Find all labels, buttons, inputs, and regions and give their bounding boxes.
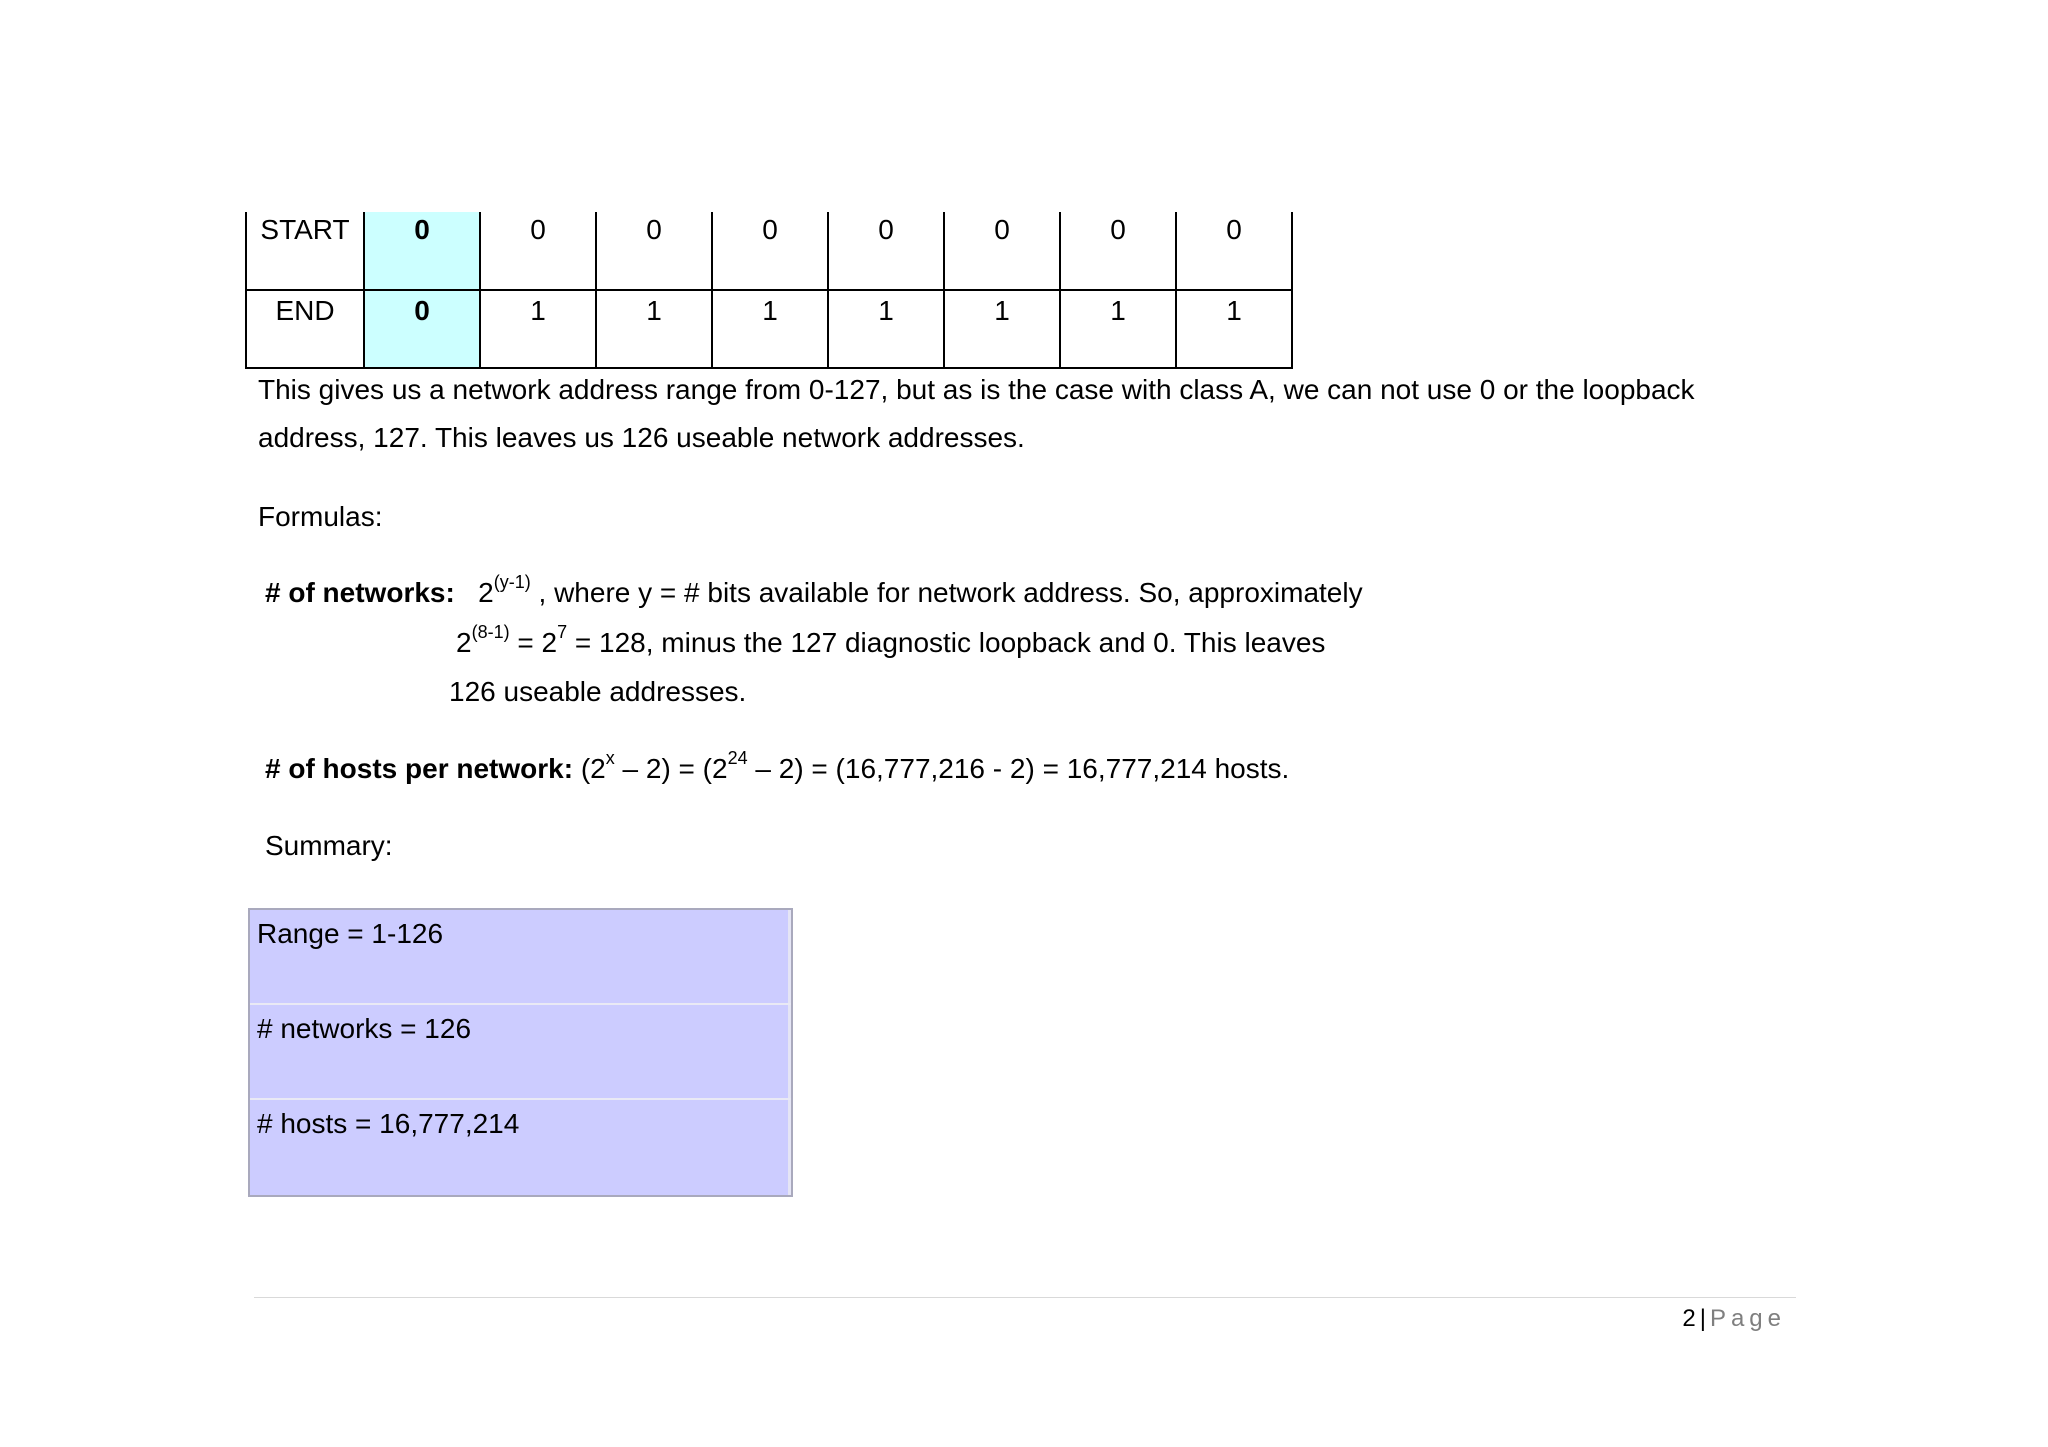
bit-cell: 0 (480, 212, 596, 290)
bit-cell: 1 (596, 290, 712, 368)
table-row-end (246, 290, 1292, 368)
formulas-heading: Formulas: (258, 501, 383, 532)
bit-cell: 0 (944, 212, 1060, 290)
bit-range-table (245, 212, 1293, 369)
paragraph-line-2: address, 127. This leaves us 126 useable network addresses. (258, 422, 1025, 453)
networks-formula-line-3: 126 useable addresses. (449, 676, 747, 707)
row-label: START (246, 212, 364, 290)
formula-text: = 2 (509, 627, 558, 658)
formula-text: = 128, minus the 127 diagnostic loopback and 0. This leaves (567, 627, 1326, 658)
formula-exponent: x (605, 748, 615, 768)
bit-cell: 0 (1060, 212, 1176, 290)
page-footer (1682, 1305, 1786, 1333)
bit-cell: 1 (480, 290, 596, 368)
bit-cell: 1 (712, 290, 828, 368)
bit-cell: 0 (364, 212, 480, 290)
summary-heading: Summary: (265, 830, 393, 861)
formula-text: – 2) = (16,777,216 - 2) = 16,777,214 hosts. (747, 753, 1290, 784)
formula-exponent: (8-1) (471, 622, 510, 642)
formula-exponent: (y-1) (493, 572, 531, 592)
bit-cell: 0 (1176, 212, 1292, 290)
footer-divider (254, 1297, 1796, 1298)
footer-separator: | (1699, 1305, 1706, 1332)
networks-formula-label: # of networks: (265, 577, 455, 608)
hosts-formula (265, 748, 1290, 785)
networks-formula-line-1 (265, 572, 1363, 609)
formula-exponent: 24 (727, 748, 748, 768)
table-row-start (246, 212, 1292, 290)
row-label: END (246, 290, 364, 368)
page-label: Page (1709, 1305, 1786, 1332)
networks-formula-line-2 (456, 622, 1326, 659)
bit-cell: 1 (944, 290, 1060, 368)
bit-cell: 1 (1060, 290, 1176, 368)
formula-base: 2 (456, 627, 472, 658)
formula-exponent: 7 (557, 622, 568, 642)
bit-cell: 0 (596, 212, 712, 290)
bit-cell: 1 (828, 290, 944, 368)
page-number: 2 (1682, 1305, 1696, 1332)
summary-box (248, 908, 793, 1197)
paragraph-line-1: This gives us a network address range from 0-127, but as is the case with class A, we can not use 0 or the loopback (258, 374, 1695, 405)
formula-text: , where y = # bits available for network address. So, approximately (530, 577, 1363, 608)
hosts-formula-label: # of hosts per network: (265, 753, 574, 784)
bit-cell: 0 (712, 212, 828, 290)
formula-base: 2 (478, 577, 494, 608)
bit-cell: 0 (828, 212, 944, 290)
formula-text: – 2) = (2 (614, 753, 728, 784)
summary-row-range: Range = 1-126 (250, 910, 791, 1005)
summary-row-hosts: # hosts = 16,777,214 (250, 1100, 791, 1195)
summary-row-networks: # networks = 126 (250, 1005, 791, 1100)
bit-cell: 1 (1176, 290, 1292, 368)
bit-cell: 0 (364, 290, 480, 368)
formula-text: (2 (573, 753, 606, 784)
